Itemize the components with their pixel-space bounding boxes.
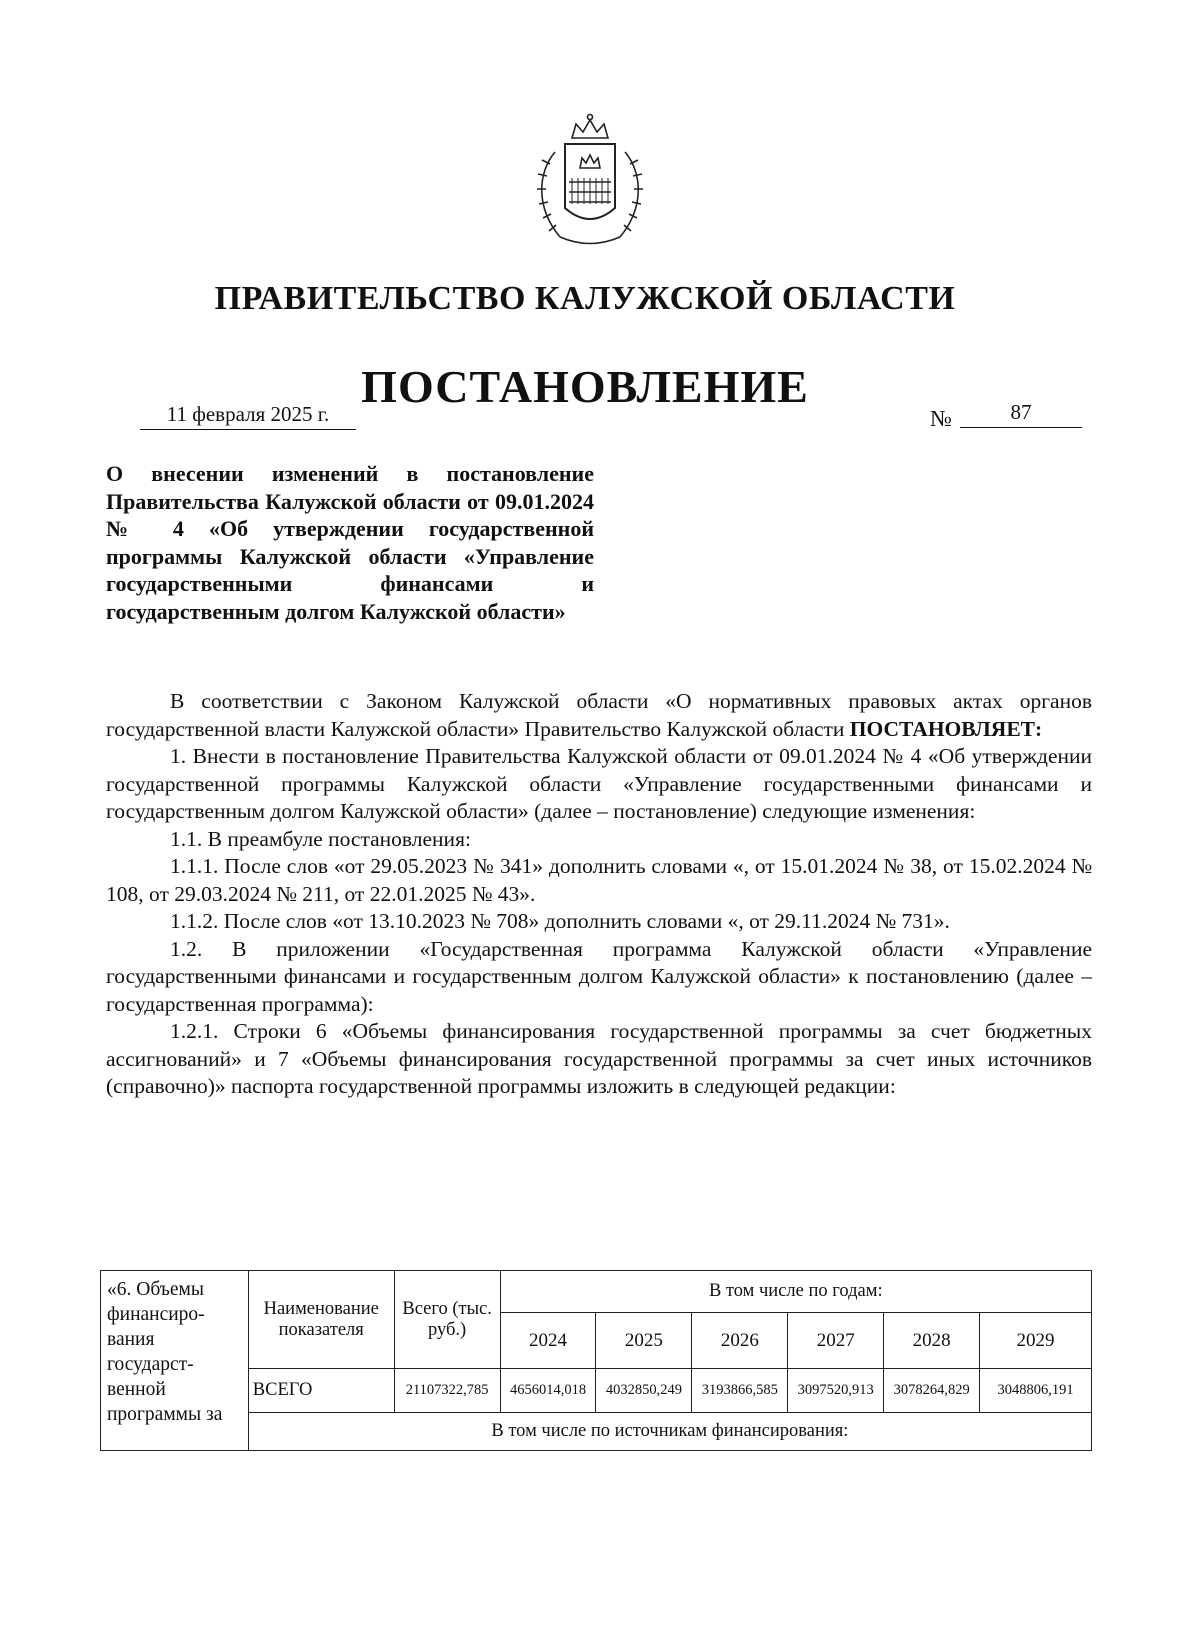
row-label-cell: «6. Объемы финансиро-вания государст-венной программы за [101, 1271, 249, 1451]
body-paragraph: 1.2.1. Строки 6 «Объемы финансирования государственной программы за счет бюджетных ассигнований» и 7 «Объемы финансирования государственной программы за счет иных источников (справочно)» паспорта государственной программы изложить в следующей редакции: [106, 1019, 1092, 1098]
year-header: 2024 [500, 1313, 596, 1369]
document-type-heading: ПОСТАНОВЛЕНИЕ [361, 361, 809, 412]
resolves-keyword: ПОСТАНОВЛЯЕТ: [849, 716, 1043, 741]
body-paragraph: 1.1.1. После слов «от 29.05.2023 № 341» дополнить словами «, от 15.01.2024 № 38, от 15.02.2024 № 108, от 29.03.2024 № 211, от 22.01.2025 № 43». [106, 854, 1092, 906]
year-value: 4656014,018 [500, 1369, 596, 1413]
government-title: ПРАВИТЕЛЬСТВО КАЛУЖСКОЙ ОБЛАСТИ [214, 280, 956, 317]
document-date: 11 февраля 2025 г. [140, 402, 356, 430]
body-paragraph: 1.1.2. После слов «от 13.10.2023 № 708» дополнить словами «, от 29.11.2024 № 731». [170, 909, 950, 933]
year-value: 3193866,585 [692, 1369, 788, 1413]
financing-table [100, 1270, 1092, 1451]
year-value: 3048806,191 [980, 1369, 1092, 1413]
indicator-header: Наименование показателя [248, 1271, 394, 1369]
years-header: В том числе по годам: [500, 1271, 1091, 1313]
body-paragraph: 1.1. В преамбуле постановления: [170, 826, 471, 851]
year-value: 3078264,829 [884, 1369, 980, 1413]
body-paragraph: 1. Внести в постановление Правительства Калужской области от 09.01.2024 № 4 «Об утверждении государственной программы Калужской области «Управление государственными финансами и государственным долгом Калужской области» (далее – постановление) следующие изменения: [106, 744, 1092, 823]
year-header: 2027 [788, 1313, 884, 1369]
year-value: 3097520,913 [788, 1369, 884, 1413]
year-header: 2029 [980, 1313, 1092, 1369]
year-header: 2026 [692, 1313, 788, 1369]
total-row-name: ВСЕГО [248, 1369, 394, 1413]
document-number: 87 [960, 400, 1082, 428]
document-subject: О внесении изменений в постановление Правительства Калужской области от 09.01.2024 № 4 «Об утверждении государственной программы Калужской области «Управление государственными финансами и государственным долгом Калужской области» [106, 461, 594, 624]
year-header: 2025 [596, 1313, 692, 1369]
document-number-label: № [930, 406, 952, 431]
total-row-sum: 21107322,785 [394, 1369, 500, 1413]
document-body [106, 688, 1092, 1101]
year-value: 4032850,249 [596, 1369, 692, 1413]
year-header: 2028 [884, 1313, 980, 1369]
total-header: Всего (тыс. руб.) [394, 1271, 500, 1369]
body-paragraph: 1.2. В приложении «Государственная программа Калужской области «Управление государственными финансами и государственным долгом Калужской области» к постановлению (далее – государственная программа): [106, 936, 1092, 1016]
sources-header: В том числе по источникам финансирования: [248, 1413, 1091, 1451]
body-paragraph [106, 688, 1092, 743]
paragraph-text: В соответствии с Законом Калужской области «О нормативных правовых актах органов государственной власти Калужской области» Правительство Калужской области [106, 689, 1092, 741]
coat-of-arms-emblem [520, 112, 660, 252]
